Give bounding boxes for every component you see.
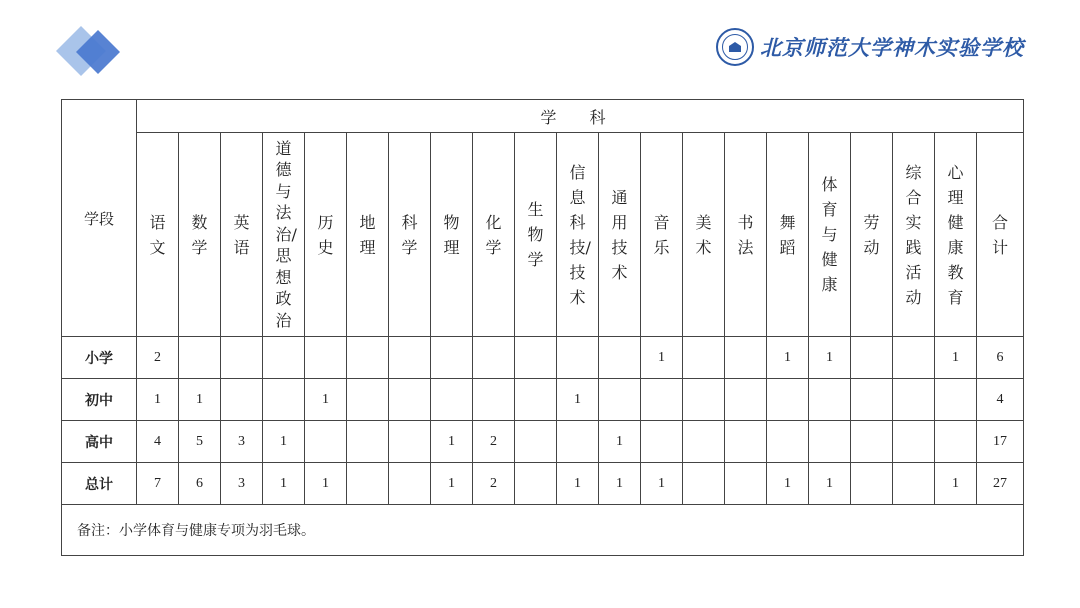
count-cell: 6 (977, 337, 1024, 379)
count-cell: 6 (179, 463, 221, 505)
subject-header (893, 133, 935, 337)
count-cell: 1 (179, 379, 221, 421)
count-cell (557, 421, 599, 463)
count-cell: 1 (599, 463, 641, 505)
subject-label: 综合实践活动 (905, 162, 922, 307)
school-seal-icon (716, 28, 754, 66)
count-cell: 1 (809, 337, 851, 379)
subject-label: 地理 (359, 212, 376, 257)
subject-header (641, 133, 683, 337)
count-cell (767, 421, 809, 463)
count-cell: 1 (641, 337, 683, 379)
subject-header (515, 133, 557, 337)
decorative-diamonds (50, 20, 130, 80)
subject-header (767, 133, 809, 337)
count-cell (851, 463, 893, 505)
count-cell: 4 (137, 421, 179, 463)
stage-cell: 总计 (62, 463, 137, 505)
subject-header (221, 133, 263, 337)
count-cell (599, 379, 641, 421)
count-cell (683, 421, 725, 463)
table-row (62, 421, 1024, 463)
count-cell (389, 379, 431, 421)
subject-label: 道德与法治/思想政治 (275, 138, 297, 330)
count-cell: 2 (137, 337, 179, 379)
table-row (62, 463, 1024, 505)
count-cell (557, 337, 599, 379)
subject-header (263, 133, 305, 337)
count-cell: 1 (305, 379, 347, 421)
subject-header (431, 133, 473, 337)
subject-header (599, 133, 641, 337)
count-cell: 1 (935, 463, 977, 505)
count-cell: 17 (977, 421, 1024, 463)
count-cell: 1 (809, 463, 851, 505)
count-cell: 1 (557, 379, 599, 421)
subject-header (851, 133, 893, 337)
subject-header (557, 133, 599, 337)
count-cell (389, 421, 431, 463)
subject-label: 生物学 (527, 200, 544, 269)
subject-header (347, 133, 389, 337)
count-cell: 1 (431, 463, 473, 505)
subject-label: 科学 (401, 212, 418, 257)
subject-header (935, 133, 977, 337)
stage-cell: 初中 (62, 379, 137, 421)
subject-label: 合计 (992, 212, 1009, 257)
count-cell (305, 421, 347, 463)
count-cell (809, 421, 851, 463)
subject-label: 化学 (485, 212, 502, 257)
subject-label: 信息科技/技术 (569, 162, 591, 307)
count-cell (515, 337, 557, 379)
count-cell (179, 337, 221, 379)
count-cell: 1 (767, 337, 809, 379)
count-cell (851, 379, 893, 421)
subject-label: 通用技术 (611, 187, 628, 282)
count-cell (263, 379, 305, 421)
count-cell (473, 379, 515, 421)
count-cell: 5 (179, 421, 221, 463)
subject-label: 英语 (233, 212, 250, 257)
count-cell (473, 337, 515, 379)
subject-header (305, 133, 347, 337)
subject-label: 体育与健康 (821, 175, 838, 294)
count-cell: 7 (137, 463, 179, 505)
count-cell: 4 (977, 379, 1024, 421)
count-cell (221, 337, 263, 379)
count-cell (641, 421, 683, 463)
count-cell (851, 421, 893, 463)
school-logo (716, 28, 1024, 66)
curriculum-table (61, 99, 1024, 556)
subject-label: 物理 (443, 212, 460, 257)
count-cell: 1 (557, 463, 599, 505)
count-cell (683, 463, 725, 505)
count-cell (893, 421, 935, 463)
count-cell (725, 337, 767, 379)
count-cell (725, 463, 767, 505)
count-cell (935, 379, 977, 421)
count-cell: 1 (263, 421, 305, 463)
subject-group-header: 学 科 (137, 100, 1024, 133)
subject-header (473, 133, 515, 337)
count-cell (725, 421, 767, 463)
count-cell (725, 379, 767, 421)
subject-header (389, 133, 431, 337)
subject-label: 舞蹈 (779, 212, 796, 257)
count-cell: 1 (305, 463, 347, 505)
count-cell (221, 379, 263, 421)
count-cell (935, 421, 977, 463)
count-cell: 1 (431, 421, 473, 463)
count-cell (347, 421, 389, 463)
table-note: 备注：小学体育与健康专项为羽毛球。 (62, 505, 1024, 556)
count-cell: 1 (767, 463, 809, 505)
count-cell: 3 (221, 463, 263, 505)
subject-header (683, 133, 725, 337)
count-cell (389, 337, 431, 379)
count-cell (893, 379, 935, 421)
count-cell (683, 337, 725, 379)
count-cell: 3 (221, 421, 263, 463)
count-cell (347, 337, 389, 379)
subject-label: 劳动 (863, 212, 880, 257)
count-cell: 1 (137, 379, 179, 421)
subject-header (725, 133, 767, 337)
subject-label: 心理健康教育 (947, 162, 964, 307)
subject-header (809, 133, 851, 337)
count-cell: 1 (263, 463, 305, 505)
count-cell (305, 337, 347, 379)
subject-header (977, 133, 1024, 337)
subject-label: 美术 (695, 212, 712, 257)
subject-header (137, 133, 179, 337)
subject-label: 数学 (191, 212, 208, 257)
count-cell (347, 463, 389, 505)
count-cell: 2 (473, 421, 515, 463)
count-cell (431, 379, 473, 421)
stage-header: 学段 (62, 100, 137, 337)
count-cell (809, 379, 851, 421)
count-cell (515, 379, 557, 421)
count-cell (515, 421, 557, 463)
count-cell (599, 337, 641, 379)
subject-header (179, 133, 221, 337)
school-name: 北京师范大学神木实验学校 (760, 35, 1024, 60)
subject-label: 书法 (737, 212, 754, 257)
table-row (62, 379, 1024, 421)
count-cell (893, 337, 935, 379)
table-row (62, 337, 1024, 379)
count-cell: 2 (473, 463, 515, 505)
count-cell (431, 337, 473, 379)
count-cell (389, 463, 431, 505)
count-cell: 1 (935, 337, 977, 379)
stage-cell: 小学 (62, 337, 137, 379)
count-cell (263, 337, 305, 379)
count-cell: 1 (599, 421, 641, 463)
count-cell (347, 379, 389, 421)
count-cell (893, 463, 935, 505)
subject-label: 音乐 (653, 212, 670, 257)
stage-cell: 高中 (62, 421, 137, 463)
count-cell (683, 379, 725, 421)
count-cell: 1 (641, 463, 683, 505)
count-cell (641, 379, 683, 421)
count-cell: 27 (977, 463, 1024, 505)
count-cell (851, 337, 893, 379)
count-cell (767, 379, 809, 421)
subject-label: 历史 (317, 212, 334, 257)
subject-label: 语文 (149, 212, 166, 257)
count-cell (515, 463, 557, 505)
